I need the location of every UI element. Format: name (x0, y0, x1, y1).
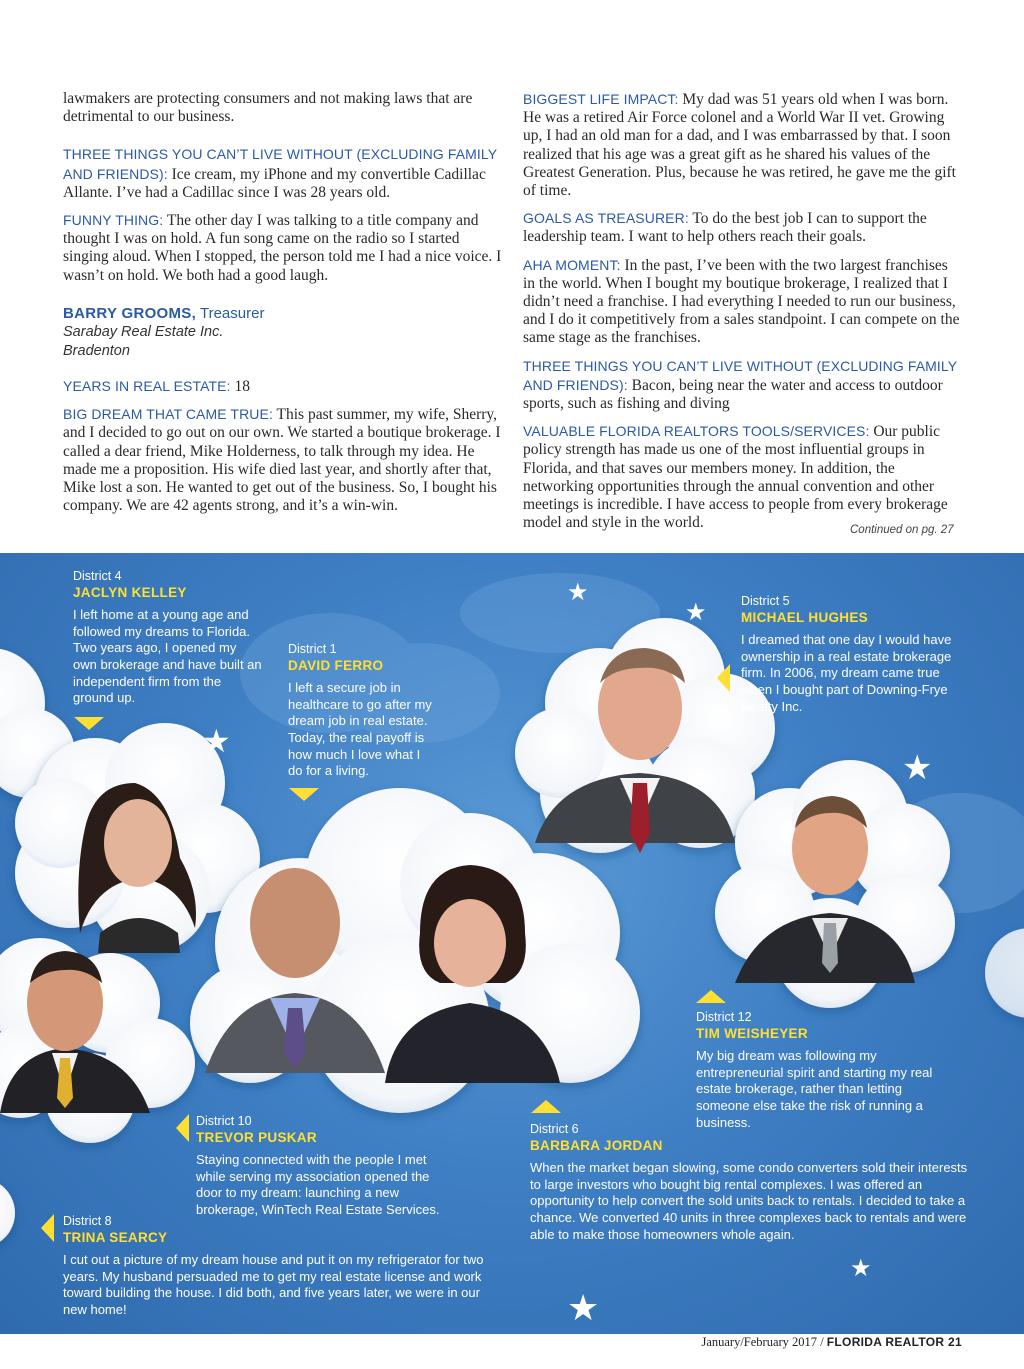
profile-david-ferro (288, 641, 438, 780)
paragraph-body: Bacon, being near the water and access to outdoor sports, such as fishing and diving (523, 376, 943, 413)
star-icon: ★ (567, 578, 589, 606)
person-name: TREVOR PUSKAR (196, 1129, 317, 1145)
person-quote: I cut out a picture of my dream house and put it on my refrigerator for two years. My husband persuaded me to get my real estate license and work toward building the house. I did both, and five years later, we were in our new home! (63, 1252, 484, 1317)
person-quote: When the market began slowing, some condo converters sold their interests to large investors who bought big rental complexes. I was offered an opportunity to help convert the sold units back to rentals. I decided to take a chance. We converted 40 units in three complexes back to rentals and were able to make those homeowners whole again. (530, 1160, 968, 1242)
star-icon: ★ (202, 722, 231, 760)
pointer-triangle-icon (289, 788, 319, 801)
district-label: District 10 (196, 1114, 252, 1128)
pointer-triangle-icon (696, 990, 726, 1003)
article-paragraph (523, 256, 963, 348)
article-paragraph (523, 90, 963, 200)
paragraph-label: THREE THINGS YOU CAN’T LIVE WITHOUT (EXCLUDING FAMILY AND FRIENDS): (523, 357, 957, 393)
profile-name: BARRY GROOMS, (63, 304, 197, 322)
profile-barbara-jordan (530, 1121, 970, 1243)
pointer-triangle-icon (717, 664, 730, 692)
person-name: DAVID FERRO (288, 657, 384, 673)
paragraph-body: This past summer, my wife, Sherry, and I decided to go out on our own. We started a boutique brokerage. I called a dear friend, Mike Holderness, to talk through my idea. He made me a proposition. His wife died last year, and shortly after that, Mike lost a son. He wanted to get out of the business. So, I bought his company. We are 42 agents strong, and it’s a win-win. (63, 406, 501, 515)
paragraph-label: BIG DREAM THAT CAME TRUE: (63, 406, 273, 423)
district-label: District 4 (73, 569, 122, 583)
paragraph-body: To do the best job I can to support the leadership team. I want to help others reach their goals. (523, 210, 927, 246)
paragraph-body: 18 (230, 378, 250, 396)
profile-trevor-puskar (196, 1113, 456, 1219)
district-label: District 8 (63, 1214, 112, 1228)
article-right-column (523, 90, 963, 541)
article-paragraph (523, 209, 963, 246)
person-name: TRINA SEARCY (63, 1229, 168, 1245)
profile-michael-hughes (741, 593, 966, 715)
person-name: BARBARA JORDAN (530, 1137, 663, 1153)
person-quote: I dreamed that one day I would have ownership in a real estate brokerage firm. In 2006, my dream came true when I bought part of Downing-Frye Realty Inc. (741, 632, 952, 714)
paragraph-label: AHA MOMENT: (523, 256, 621, 273)
paragraph-body: The other day I was talking to a title company and thought I was on hold. A fun song came on the radio so I started singing aloud. When I stopped, the person told me I had a nice voice. I wasn’t on hold. We both had a good laugh. (63, 212, 502, 284)
district-dreams-panel (0, 553, 1024, 1334)
cloud-shape (0, 1178, 15, 1248)
page-footer (701, 1335, 962, 1350)
profile-city: Bradenton (63, 343, 130, 360)
paragraph-body: In the past, I’ve been with the two largest franchises in the world. When I bought my boutique brokerage, I realized that I didn’t need a franchise. I had everything I needed to run our business, and I do it competitively from a sales standpoint. I can compete on the same stage as the franchises. (523, 256, 960, 347)
article-paragraph (63, 405, 503, 515)
star-icon: ★ (850, 1254, 872, 1282)
paragraph-body: lawmakers are protecting consumers and not making laws that are detrimental to our business. (63, 90, 473, 126)
issue-date: January/February 2017 (701, 1335, 818, 1349)
pointer-triangle-icon (531, 1100, 561, 1113)
profile-jaclyn-kelley (73, 568, 263, 707)
paragraph-body: Ice cream, my iPhone and my convertible Cadillac Allante. I’ve had a Cadillac since I was 28 years old. (63, 165, 486, 201)
article-paragraph (523, 422, 963, 532)
pointer-triangle-icon (74, 717, 104, 730)
article-paragraph (63, 145, 503, 202)
profile-trina-searcy (63, 1213, 493, 1319)
paragraph-label: BIGGEST LIFE IMPACT: (523, 91, 679, 107)
article-paragraph (63, 211, 503, 285)
profile-byline (63, 305, 503, 361)
district-label: District 5 (741, 594, 790, 608)
article-left-column (63, 90, 503, 524)
person-quote: I left home at a young age and followed my dreams to Florida. Two years ago, I opened my own brokerage and have built an independent firm from the ground up. (73, 607, 262, 706)
person-name: JACLYN KELLEY (73, 584, 187, 600)
person-quote: My big dream was following my entrepreneurial spirit and starting my real estate brokerage, rather than letting someone else take the risk of running a business. (696, 1048, 933, 1130)
person-quote: I left a secure job in healthcare to go after my dream job in real estate. Today, the real payoff is how much I love what I do for a living. (288, 680, 432, 779)
magazine-name: FLORIDA REALTOR (826, 1335, 945, 1349)
person-name: MICHAEL HUGHES (741, 609, 868, 625)
paragraph-label: YEARS IN REAL ESTATE: (63, 378, 231, 395)
continued-note: Continued on pg. 27 (850, 524, 954, 536)
paragraph-label: VALUABLE FLORIDA REALTORS TOOLS/SERVICES: (523, 423, 870, 440)
district-label: District 1 (288, 642, 337, 656)
profile-role: Treasurer (196, 304, 265, 322)
profile-tim-weisheyer (696, 1009, 941, 1131)
footer-separator: / (817, 1335, 827, 1349)
article-paragraph (63, 90, 503, 126)
person-quote: Staying connected with the people I met while serving my association opened the door to my dream: launching a new brokerage, WinTech Real Estate Services. (196, 1152, 440, 1217)
page-number: 21 (944, 1335, 962, 1349)
paragraph-body: Our public policy strength has made us one of the most influential groups in Florida, and that saves our members money. In addition, the networking opportunities through the annual convention and other meetings is incredible. I have access to people from every brokerage model and style in the world. (523, 423, 948, 532)
district-label: District 12 (696, 1010, 752, 1024)
paragraph-label: GOALS AS TREASURER: (523, 210, 689, 227)
pointer-triangle-icon (41, 1214, 54, 1242)
star-icon: ★ (685, 598, 707, 626)
paragraph-label: THREE THINGS YOU CAN’T LIVE WITHOUT (EXCLUDING FAMILY AND FRIENDS): (63, 146, 497, 182)
paragraph-label: FUNNY THING: (63, 212, 164, 229)
star-icon: ★ (567, 1288, 600, 1329)
person-name: TIM WEISHEYER (696, 1025, 808, 1041)
article-paragraph (523, 357, 963, 414)
star-icon: ★ (902, 748, 933, 788)
cloud-shape (985, 928, 1024, 1018)
pointer-triangle-icon (176, 1114, 189, 1142)
paragraph-body: My dad was 51 years old when I was born. He was a retired Air Force colonel and a World War II vet. Growing up, I had an old man for a dad, and I was embarrassed by that. I soon realized that his age was a great gift as he shared his values of the Greatest Generation. Plus, because he was retired, he gave me the gift of time. (523, 91, 956, 200)
profile-company: Sarabay Real Estate Inc. (63, 324, 224, 341)
district-label: District 6 (530, 1122, 579, 1136)
article-paragraph (63, 377, 503, 396)
